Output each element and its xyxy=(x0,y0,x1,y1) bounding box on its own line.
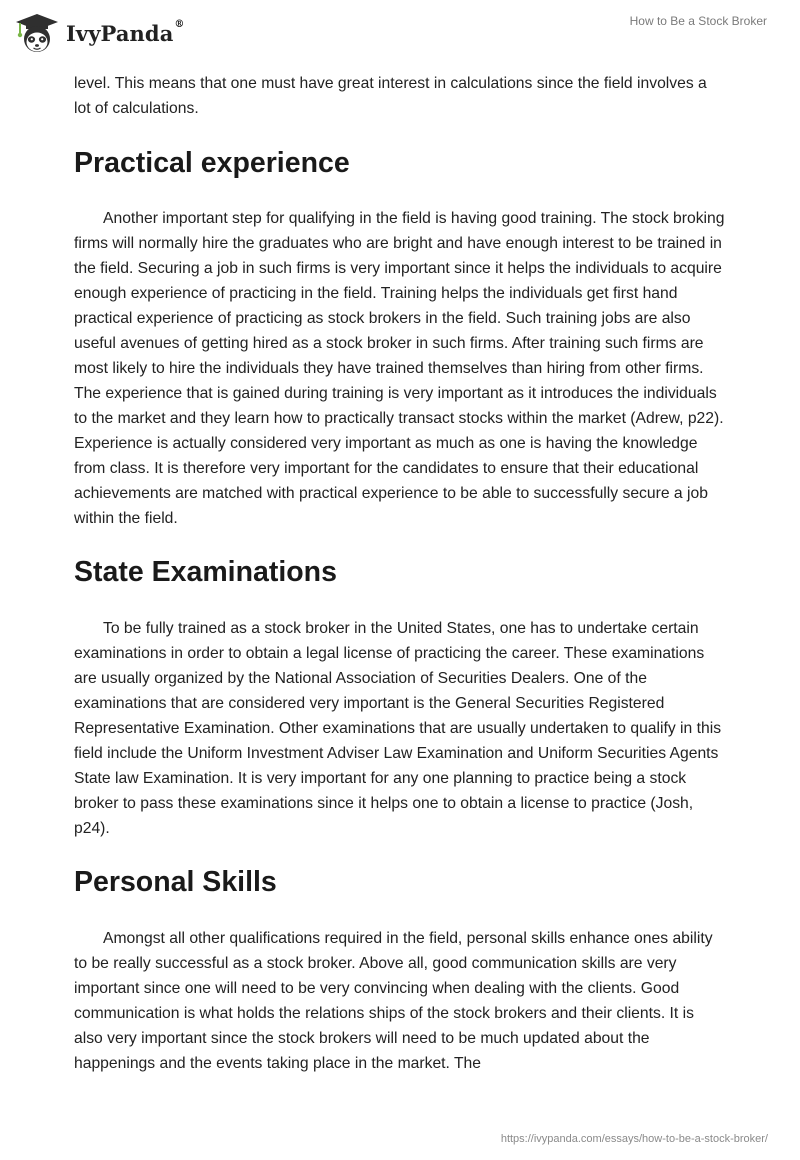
panda-graduate-icon xyxy=(14,12,60,54)
intro-paragraph: level. This means that one must have great interest in calculations since the field involves a lot of calculations. xyxy=(74,75,707,117)
paragraph-personal-skills: Amongst all other qualifications required in the field, personal skills enhance ones ability to be really successful as a stock broker. Above all, good communication skills are very important since one will need to be very convincing when dealing with the clients. Good communication is what holds the relations ships of the stock brokers and their clients. It is also very important since the stock brokers will need to be much updated about the happenings and the events taking place in the market. The xyxy=(74,930,713,1072)
document-title: How to Be a Stock Broker xyxy=(629,14,767,28)
trademark-mark: ® xyxy=(174,18,185,30)
ivypanda-logo[interactable] xyxy=(14,10,185,56)
article-body xyxy=(74,71,726,1076)
section-heading-state-examinations: State Examinations xyxy=(74,556,337,588)
source-url-link[interactable]: https://ivypanda.com/essays/how-to-be-a-stock-broker/ xyxy=(500,1133,768,1145)
section-heading-personal-skills: Personal Skills xyxy=(74,866,277,898)
paragraph-state-examinations: To be fully trained as a stock broker in the United States, one has to undertake certain examinations in order to obtain a legal license of practicing the career. These examinations are usually organized by the National Association of Securities Dealers. One of the examinations that are considered very important is the General Securities Registered Representative Examination. Other examinations that are usually undertaken to qualify in this field include the Uniform Investment Adviser Law Examination and Uniform Securities Agents State law Examination. It is very important for any one planning to practice being a stock broker to pass these examinations since it helps one to obtain a license to practice (Josh, p24). xyxy=(74,620,722,837)
section-heading-practical-experience: Practical experience xyxy=(74,147,350,179)
paragraph-practical-experience: Another important step for qualifying in the field is having good training. The stock broking firms will normally hire the graduates who are bright and have enough interest to be trained in the field. Securing a job in such firms is very important since it helps the individuals to acquire enough experience of practicing in the field. Training helps the individuals get first hand practical experience of practicing as stock brokers in the field. Such training jobs are also useful avenues of getting hired as a stock broker in such firms. After training such firms are most likely to hire the individuals they have trained themselves than hiring from other firms. The experience that is gained during training is very important as it introduces the individuals to the market and they learn how to practically transact stocks within the market (Adrew, p22). Experience is actually considered very important as much as one is having the knowledge from class. It is therefore very important for the candidates to ensure that their educational achievements are matched with practical experience to be able to successfully secure a job within the field. xyxy=(74,210,725,527)
brand-name: IvyPanda® xyxy=(66,18,185,46)
